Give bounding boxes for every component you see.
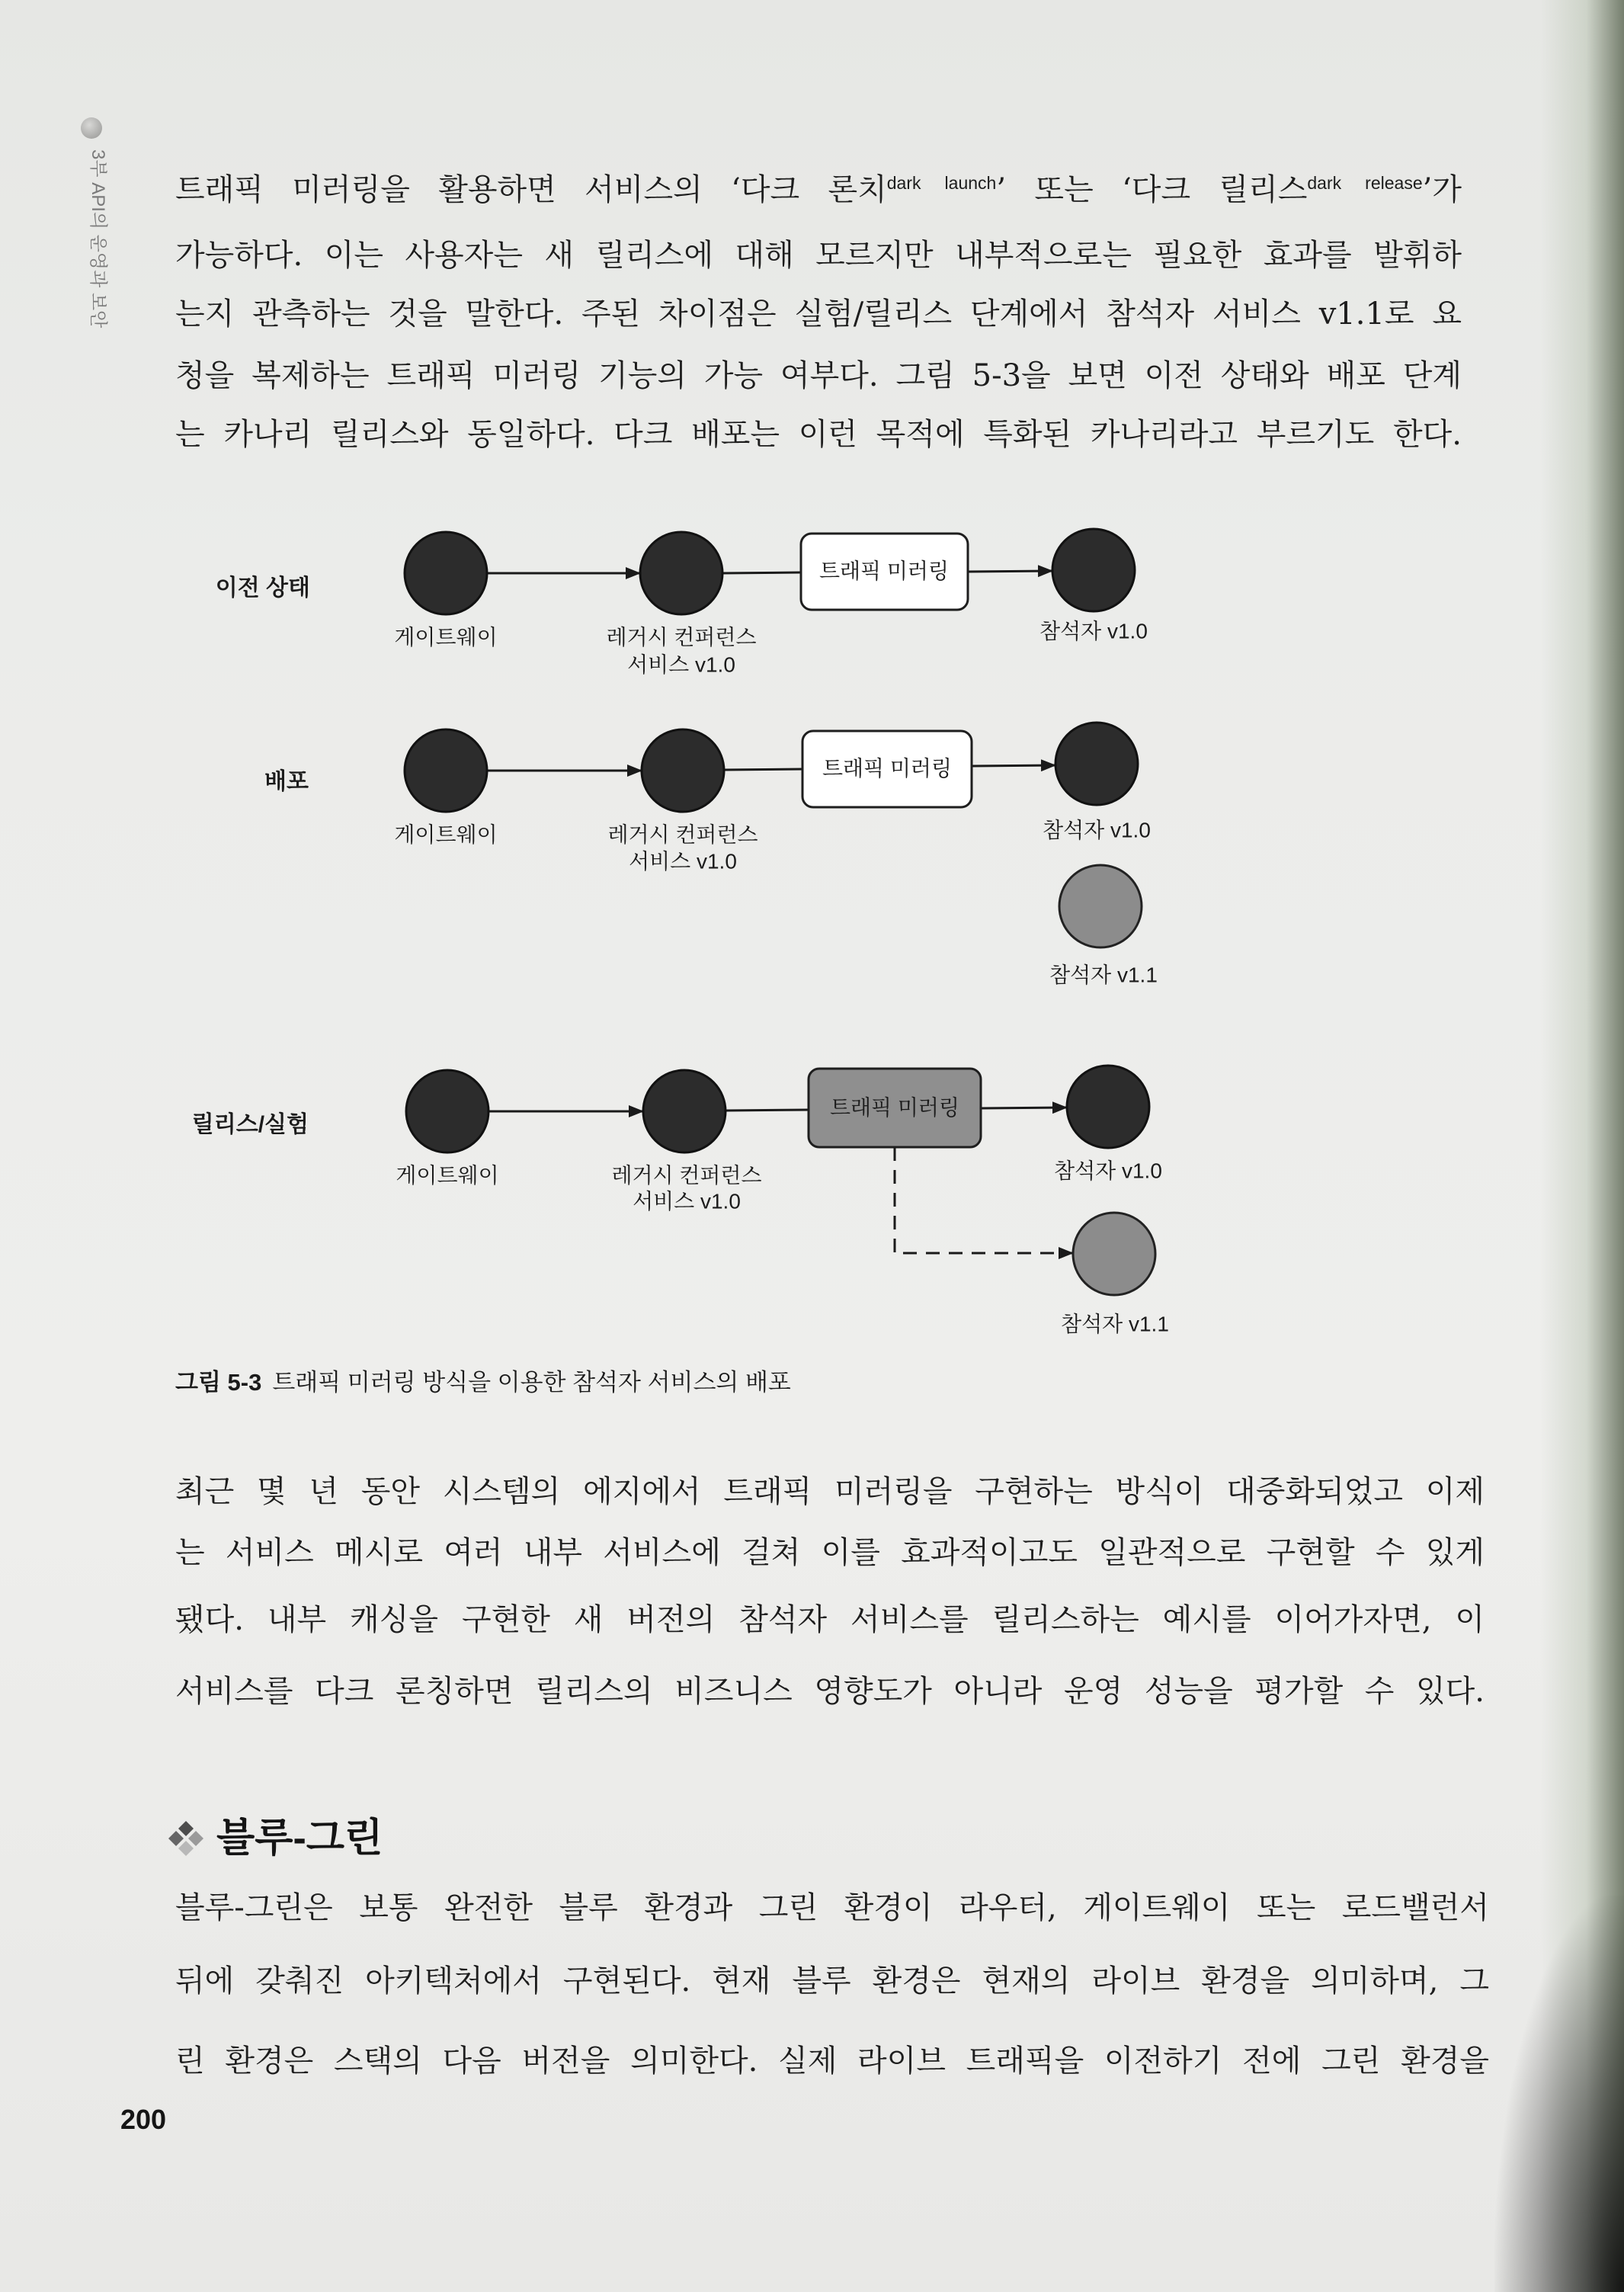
legacy-label-line-1: 레거시 컨퍼런스 <box>611 1163 762 1188</box>
figure-caption <box>175 1367 791 1398</box>
row-previous-state <box>216 529 1148 676</box>
attendee-v1-0-node <box>1055 723 1138 805</box>
legacy-label-line-1: 레거시 컨퍼런스 <box>606 625 757 649</box>
gateway-node <box>405 729 487 812</box>
paragraph-3-line-3: 린 환경은 스택의 다음 버전을 의미한다. 실제 라이브 트래픽을 이전하기 전에 그린 환경을 <box>175 2044 1489 2079</box>
legacy-label-line-2: 서비스 v1.0 <box>629 849 737 874</box>
traffic-mirroring-label: 트래픽 미러링 <box>818 559 950 583</box>
traffic-mirroring-diagram <box>0 488 1624 1357</box>
paragraph-2-line-2: 는 서비스 메시로 여러 내부 서비스에 걸쳐 이를 효과적이고도 일관적으로 구현할 수 있게 <box>175 1535 1485 1570</box>
page-number: 200 <box>120 2104 167 2135</box>
attendee-v1-0-node <box>1052 529 1135 611</box>
connector-legacy-to-mirror <box>726 1110 809 1111</box>
paragraph-1-line-2: 가능하다. 이는 사용자는 새 릴리스에 대해 모르지만 내부적으로는 필요한 효과를 발휘하 <box>175 238 1462 273</box>
gateway-node <box>406 1070 488 1152</box>
paragraph-2-line-1: 최근 몇 년 동안 시스템의 에지에서 트래픽 미러링을 구현하는 방식이 대중화되었고 이제 <box>175 1474 1485 1509</box>
row-deployment <box>264 723 1158 986</box>
paragraph-2-line-3: 됐다. 내부 캐싱을 구현한 새 버전의 참석자 서비스를 릴리스하는 예시를 이어가자면, 이 <box>175 1602 1485 1637</box>
section-heading <box>166 1811 383 1866</box>
row-label: 이전 상태 <box>215 575 310 601</box>
attendee-v1-1-node <box>1073 1213 1155 1295</box>
legacy-label-line-2: 서비스 v1.0 <box>627 652 735 677</box>
line-text: ’ 또는 ‘다크 릴리스 <box>996 172 1308 207</box>
section-title: 블루-그린 <box>216 1816 383 1861</box>
paragraph-3-line-2: 뒤에 갖춰진 아키텍처에서 구현된다. 현재 블루 환경은 현재의 라이브 환경을 의미하며, 그 <box>175 1963 1489 1999</box>
connector-legacy-to-mirror <box>722 572 801 573</box>
attendee-v1-0-label: 참석자 v1.0 <box>1039 619 1148 643</box>
gateway-node <box>405 532 487 614</box>
figure-number: 그림 5-3 <box>175 1369 262 1396</box>
gateway-label: 게이트웨이 <box>394 625 498 649</box>
corner-shadow <box>1494 1896 1624 2292</box>
dashed-mirror-arrow-to-attendee-v1-1 <box>895 1147 1073 1253</box>
paragraph-1-line-1 <box>175 167 1462 213</box>
paragraph-1-line-4: 청을 복제하는 트래픽 미러링 기능의 가능 여부다. 그림 5-3을 보면 이전 상태와 배포 단계 <box>175 358 1462 393</box>
legacy-conference-service-node <box>642 729 724 812</box>
gateway-label: 게이트웨이 <box>394 822 498 847</box>
traffic-mirroring-label: 트래픽 미러링 <box>822 756 953 781</box>
running-header: 3부 API의 운영과 보안 <box>88 149 108 329</box>
paragraph-3-line-1: 블루-그린은 보통 완전한 블루 환경과 그린 환경이 라우터, 게이트웨이 또는 로드밸런서 <box>175 1890 1489 1925</box>
gateway-label: 게이트웨이 <box>396 1163 499 1188</box>
attendee-v1-0-label: 참석자 v1.0 <box>1054 1159 1162 1183</box>
legacy-label-line-2: 서비스 v1.0 <box>633 1189 741 1213</box>
running-header-marker-icon <box>81 117 102 139</box>
attendee-v1-1-label: 참석자 v1.1 <box>1061 1312 1169 1336</box>
attendee-v1-1-node <box>1059 865 1142 947</box>
figure-caption-text: 트래픽 미러링 방식을 이용한 참석자 서비스의 배포 <box>272 1369 791 1396</box>
term-dark-launch: dark launch <box>886 173 997 193</box>
legacy-conference-service-node <box>643 1070 726 1152</box>
term-dark-release: dark release <box>1307 173 1423 193</box>
connector-legacy-to-mirror <box>724 769 802 770</box>
attendee-v1-1-label: 참석자 v1.1 <box>1049 963 1158 987</box>
row-label: 배포 <box>264 768 309 794</box>
paragraph-1-line-3: 는지 관측하는 것을 말한다. 주된 차이점은 실험/릴리스 단계에서 참석자 서비스 v1.1로 요 <box>175 297 1462 332</box>
traffic-mirroring-label: 트래픽 미러링 <box>829 1095 960 1120</box>
line-text: ’가 <box>1422 172 1462 207</box>
attendee-v1-0-label: 참석자 v1.0 <box>1043 818 1151 842</box>
attendee-v1-0-node <box>1067 1066 1149 1148</box>
paragraph-1-line-5: 는 카나리 릴리스와 동일하다. 다크 배포는 이런 목적에 특화된 카나리라고 부르기도 한다. <box>175 417 1462 452</box>
arrow-mirror-to-attendee-v1-0 <box>968 571 1052 572</box>
legacy-conference-service-node <box>640 532 722 614</box>
legacy-label-line-1: 레거시 컨퍼런스 <box>607 822 758 847</box>
arrow-mirror-to-attendee-v1-0 <box>972 765 1055 766</box>
line-text: 트래픽 미러링을 활용하면 서비스의 ‘다크 론치 <box>175 172 887 207</box>
paragraph-2-line-4: 서비스를 다크 론칭하면 릴리스의 비즈니스 영향도가 아니라 운영 성능을 평가할 수 있다. <box>175 1674 1485 1709</box>
row-release-experiment <box>192 1066 1169 1335</box>
diamond-cluster-icon <box>166 1819 206 1858</box>
row-label: 릴리스/실험 <box>191 1111 309 1137</box>
